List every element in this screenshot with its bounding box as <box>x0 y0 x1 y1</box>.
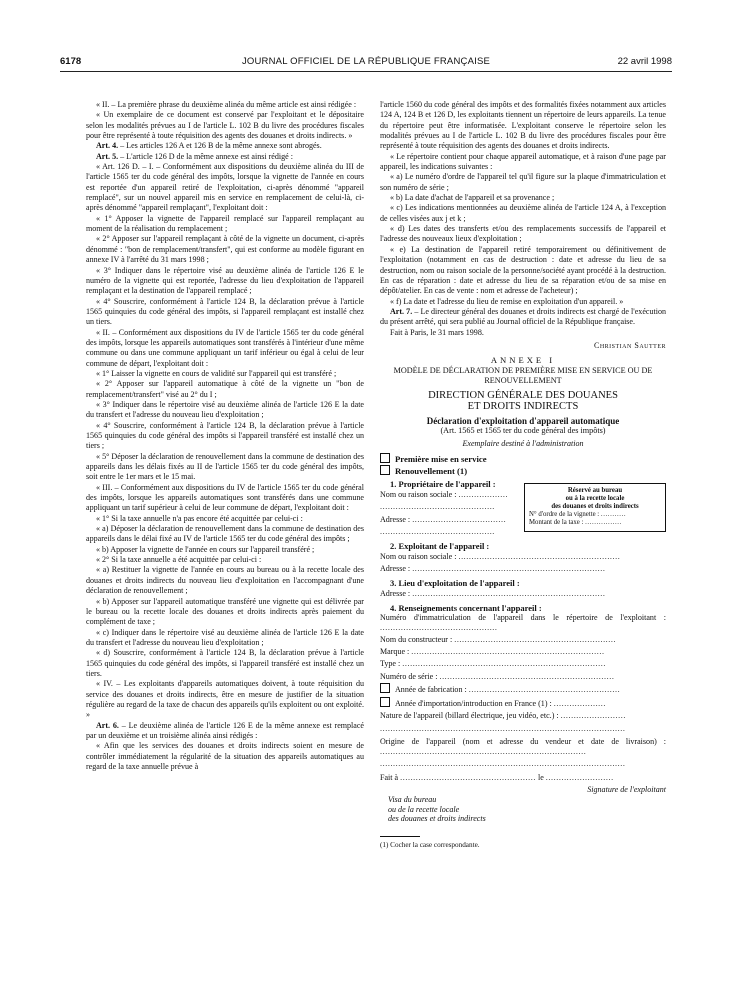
left-paragraph <box>86 162 364 214</box>
right-paragraph <box>380 224 666 245</box>
left-paragraph-text: « II. – La première phrase du deuxième alinéa du même article est ainsi rédigée : <box>96 100 357 109</box>
office-box-line-2: ou à la recette locale <box>565 494 625 502</box>
footnote-rule <box>380 836 420 837</box>
done-at-label: Fait à <box>380 773 399 783</box>
visa-block <box>388 795 666 824</box>
operator-name-label: Nom ou raison sociale : <box>380 551 457 561</box>
section-operator: 2. Exploitant de l'appareil : <box>390 540 490 551</box>
left-paragraph-text: « Un exemplaire de ce document est conservé par l'exploitant et le dépositaire selon les modalités prévues au I de l'article L. 102 B du livre des procédures fiscales pour être représenté à toute réquisition des agents des douanes et droits indirects. » <box>86 110 364 141</box>
left-paragraph-text: « 5° Déposer la déclaration de renouvellement dans la commune de destination des appareils dans les délais fixés au II de l'article 1565 ter du code général des impôts, soit entre le 1er mars et le 15 mai. <box>86 451 364 482</box>
location-address-label: Adresse : <box>380 589 411 599</box>
left-paragraph-text: « Afin que les services des douanes et droits indirects soient en mesure de contrôler immédiatement la régularité de la situation des appareils automatiques au regard de la taxe annuelle prévue à <box>86 741 364 771</box>
journal-title: JOURNAL OFFICIEL DE LA RÉPUBLIQUE FRANÇAISE <box>241 56 491 67</box>
owner-name-field[interactable]: Nom ou raison sociale : ................... <box>380 489 509 499</box>
registration-label: Numéro d'immatriculation de l'appareil dans le répertoire de l'exploitant : <box>380 612 666 622</box>
year-made-label: Année de fabrication : <box>395 685 467 695</box>
left-paragraph-text: « a) Déposer la déclaration de renouvellement dans la commune de destination des appareils dans le délai fixé au IV de l'article 1565 ter du code général des impôts ; <box>86 524 364 544</box>
left-paragraph <box>86 266 364 297</box>
left-paragraph-text: « c) Indiquer dans le répertoire visé au deuxième alinéa de l'article 126 E la date du transfert et l'adresse du nouveau lieu d'exploitation ; <box>86 627 364 647</box>
owner-address-field[interactable]: Adresse : .................................... <box>380 514 507 524</box>
left-paragraph-text: – L'article 126 D de la même annexe est ainsi rédigé : <box>118 151 293 161</box>
footnote: (1) Cocher la case correspondante. <box>380 841 480 850</box>
owner-section: Réservé au bureau ou à la recette locale des douanes et droits indirects N° d'ordre de la vignette : ........... Montant de la taxe : ................ 1. Propriétaire de l'appareil : Nom ou raison sociale : ................... ............................................ Adresse : .................................... ............................................ <box>380 479 666 539</box>
right-paragraph-text: « c) Les indications mentionnées au deuxième alinéa de l'article 124 A, à l'exception de celles visées aux j et k ; <box>380 203 666 223</box>
serial-label: Numéro de série : <box>380 671 438 681</box>
checkbox-renewal[interactable] <box>380 465 390 475</box>
first-service-option[interactable] <box>380 453 666 465</box>
visa-line-2: ou de la recette locale <box>388 804 460 814</box>
origin-field[interactable]: Origine de l'appareil (nom et adresse du vendeur et date de livraison) : ............................................................................... <box>380 736 666 757</box>
left-paragraph <box>86 628 364 649</box>
section-owner: 1. Propriétaire de l'appareil : <box>390 478 496 489</box>
owner-address-label: Adresse : <box>380 514 411 524</box>
section-location: 3. Lieu d'exploitation de l'appareil : <box>390 577 520 588</box>
origin-label: Origine de l'appareil (nom et adresse du vendeur et date de livraison) : <box>380 736 666 746</box>
page-header <box>60 56 672 70</box>
left-paragraph <box>86 741 364 772</box>
constructor-label: Nom du constructeur : <box>380 634 453 644</box>
office-box-line-1: Réservé au bureau <box>567 486 623 494</box>
left-paragraph <box>86 514 364 524</box>
left-paragraph-text: « 2° Apposer sur l'appareil remplaçant à côté de la vignette un document, ci-après dénommé : "bon de remplacement/transfert", qui est conforme au modèle figurant en annexe IV à l'arrêté du 31 mars 1998 ; <box>86 234 364 265</box>
left-paragraph <box>86 452 364 483</box>
left-paragraph <box>86 721 364 742</box>
constructor-field[interactable]: Nom du constructeur : .............................................................. <box>380 634 617 644</box>
page-number: 6178 <box>60 56 82 67</box>
serial-field[interactable]: Numéro de série : ................................................................... <box>380 671 615 681</box>
right-paragraph-text: « e) La destination de l'appareil retiré temporairement ou définitivement de l'exploitation (notamment en cas de destruction : date et adresse du lieu de sa destruction, nom ou raison sociale de la personne/société ayant procédé à la destruction. En cas de réparation : date et adresse du lieu de sa réparation et/ou de sa mise en dépôt/atelier. En cas de vente : nom et adresse de l'acheteur) ; <box>380 244 666 296</box>
place-date-field[interactable]: Fait à .................................................... le .......................... <box>380 773 614 783</box>
article-number: Art. 7. <box>390 306 413 316</box>
right-paragraph <box>380 100 666 152</box>
right-paragraph-text: l'article 1560 du code général des impôts et des formalités fixées notamment aux articles 124 A, 124 B et 126 D, les exploitants tiennent un répertoire de leurs appareils. La tenue du répertoire peut être informatisée. L'exploitant conserve le répertoire selon les modalités prévues au I de l'article L. 102 B du livre des procédures fiscales pour être représenté à toute réquisition des agents des douanes et droits indirects. <box>380 100 666 151</box>
renewal-label: Renouvellement (1) <box>395 465 468 476</box>
left-paragraph <box>86 483 364 514</box>
left-paragraph-text: « 1° Si la taxe annuelle n'a pas encore été acquittée par celui-ci : <box>96 513 303 523</box>
registration-field[interactable]: Numéro d'immatriculation de l'appareil dans le répertoire de l'exploitant : ............................................. <box>380 612 666 633</box>
vignette-number-label: N° d'ordre de la vignette : <box>529 511 600 519</box>
article-number: Art. 4. <box>96 141 119 151</box>
type-label: Type : <box>380 659 401 669</box>
office-box-line-3: des douanes et droits indirects <box>551 503 639 511</box>
left-paragraph <box>86 328 364 369</box>
left-paragraph <box>86 369 364 379</box>
visa-line-1: Visa du bureau <box>388 794 437 804</box>
left-paragraph <box>86 100 364 110</box>
type-field[interactable]: Type : .............................................................................. <box>380 659 606 669</box>
left-paragraph-text: « 1° Apposer la vignette de l'appareil remplacé sur l'appareil remplaçant au moment de la réalisation du remplacement ; <box>86 213 364 234</box>
declaration-title: Déclaration d'exploitation d'appareil automatique <box>426 415 620 426</box>
left-paragraph-text: « 2° Si la taxe annuelle a été acquittée par celui-ci : <box>96 555 262 565</box>
direction-line-1: DIRECTION GÉNÉRALE DES DOUANES <box>428 389 618 401</box>
left-paragraph <box>86 421 364 452</box>
year-made-field[interactable]: Année de fabrication : .......................................................... <box>380 683 666 696</box>
tax-amount-label: Montant de la taxe : <box>529 519 584 527</box>
nature-field[interactable]: Nature de l'appareil (billard électrique, jeu vidéo, etc.) : ......................... <box>380 711 626 721</box>
left-paragraph-text: – Les articles 126 A et 126 B de la même annexe sont abrogés. <box>118 141 322 151</box>
left-paragraph-text: « IV. – Les exploitants d'appareils automatiques doivent, à toute réquisition du service des douanes et droits indirects, être en mesure de justifier de la situation régulière au regard de la taxe de chacun des appareils qu'ils exploitent ou ont exploité. » <box>86 679 364 720</box>
operator-address-field[interactable]: Adresse : .......................................................................... <box>380 564 606 574</box>
declaration-subtitle: (Art. 1565 et 1565 ter du code général des impôts) <box>440 425 606 435</box>
nature-label: Nature de l'appareil (billard électrique, jeu vidéo, etc.) : <box>380 711 559 721</box>
left-paragraph-text: « b) Apposer sur l'appareil automatique transféré une vignette qui est délivrée par le bureau ou la recette locale des douanes et droits indirects après paiement du complément de taxe ; <box>86 596 364 627</box>
right-paragraph <box>380 203 666 224</box>
right-paragraph-text: – Le directeur général des douanes et droits indirects est chargé de l'exécution du présent arrêté, qui sera publié au Journal officiel de la République française. <box>380 306 667 327</box>
year-import-label: Année d'importation/introduction en France (1) : <box>395 698 552 708</box>
left-paragraph <box>86 214 364 235</box>
annex-title: ANNEXE I <box>490 355 556 366</box>
right-paragraph-text: « f) La date et l'adresse du lieu de remise en exploitation d'un appareil. » <box>390 296 624 306</box>
right-paragraph <box>380 172 666 193</box>
left-paragraph-text: « 4° Souscrire, conformément à l'article 124 B, la déclaration prévue à l'article 1565 quinquies du code général des impôts, si l'appareil remplaçant est installé chez un tiers. <box>86 296 364 327</box>
brand-label: Marque : <box>380 647 410 657</box>
left-paragraph-text: « 2° Apposer sur l'appareil automatique à côté de la vignette un "bon de remplacement/transfert" visé au 2° du I ; <box>86 379 364 399</box>
on-label: le <box>537 773 544 783</box>
right-paragraph-text: « b) La date d'achat de l'appareil et sa provenance ; <box>390 193 555 203</box>
brand-field[interactable]: Marque : .......................................................................... <box>380 647 605 657</box>
left-paragraph <box>86 565 364 596</box>
left-paragraph-text: « II. – Conformément aux dispositions du IV de l'article 1565 ter du code général des impôts, lorsque les appareils automatiques sont transférés à l'intérieur d'une même commune ou dans une commune appliquant un tarif inférieur ou égal à celui de leur commune de départ, l'exploitant doit : <box>86 327 364 368</box>
section-device-info: 4. Renseignements concernant l'appareil : <box>390 602 542 613</box>
owner-name-label: Nom ou raison sociale : <box>380 489 457 499</box>
left-paragraph-text: « a) Restituer la vignette de l'année en cours au bureau ou à la recette locale des douanes et droits indirects du nouveau lieu d'exploitation en l'accompagnant d'une déclaration de renouvellement ; <box>86 565 364 596</box>
location-address-field[interactable]: Adresse : .......................................................................... <box>380 589 606 599</box>
left-paragraph-text: « 1° Laisser la vignette en cours de validité sur l'appareil qui est transféré ; <box>96 368 337 378</box>
right-paragraph <box>380 328 666 338</box>
left-paragraph-text: – Le deuxième alinéa de l'article 126 E de la même annexe est remplacé par un deuxième et un troisième alinéa ainsi rédigés : <box>86 720 364 740</box>
left-paragraph <box>86 524 364 545</box>
left-paragraph-text: « b) Apposer la vignette de l'année en cours sur l'appareil transféré ; <box>96 544 315 554</box>
left-paragraph <box>86 648 364 679</box>
left-paragraph <box>86 400 364 421</box>
right-column: l'article 1560 du code général des impôts et des formalités fixées notamment aux articles 124 A, 124 B et 126 D, les exploitants tiennent un répertoire de leurs appareils. La tenue du répertoire peut être informatisée. L'exploitant conserve le répertoire selon les modalités prévues au I de l'article L. 102 B du livre des procédures fiscales pour être représenté à toute réquisition des agents des douanes et droits indirects. « Le répertoire contient pour chaque appareil automatique, et à raison d'une page par appareil, les indications suivantes : « a) Le numéro d'ordre de l'appareil tel qu'il figure sur la plaque d'immatriculation et son numéro de série ; « b) La date d'achat de l'appareil et sa provenance ; « c) Les indications mentionnées au deuxième alinéa de l'article 124 A, à l'exception de celles visées aux j et k ; « d) Les dates des transferts et/ou des remplacements successifs de l'appareil et l'adresse des nouveaux lieux d'exploitation ; « e) La destination de l'appareil retiré temporairement ou définitivement de l'exploitation (notamment en cas de destruction : date et adresse du lieu de sa destruction, nom ou raison sociale de la personne/société ayant procédé à la destruction. En cas de réparation : date et adresse du lieu de sa réparation et/ou de sa mise en dépôt/atelier. En cas de vente : nom et adresse de l'acheteur) ; « f) La date et l'adresse du lieu de remise en exploitation d'un appareil. » Art. 7. – Le directeur général des douanes et droits indirects est chargé de l'exécution du présent arrêté, qui sera publié au Journal officiel de la République française. Fait à Paris, le 31 mars 1998. Christian Sautter ANNEXE I MODÈLE DE DÉCLARATION DE PREMIÈRE MISE EN SERVICE OU DE RENOUVELLEMENT DIRECTION GÉNÉRALE DES DOUANES ET DROITS INDIRECTS Déclaration d'exploitation d'appareil automatique (Art. 1565 et 1565 ter du code général des impôts) Exemplaire destiné à l'administration Première mise en service Renouvellement (1) Réservé au bureau ou à la recette locale des douanes et droits indirects N° d'ordre de la vignette : ........... Montant de la taxe : ................ 1. Propriétaire de l'appareil : Nom ou raison sociale : ................... ............................................ Adresse : .................................... ............................................ 2. Exploitant de l'appareil : Nom ou raison sociale : .............................................................. Adresse : .......................................................................... 3. Lieu d'exploitation de l'appareil : Adresse : .......................................................................... 4. Renseignements concernant l'appareil : Numéro d'immatriculation de l'appareil dans le répertoire de l'exploitant : ............................................. Nom du constructeur : .............................................................. Marque : .......................................................................... Type : .............................................................................. Numéro de série : ................................................................... Année de fabrication : .......................................................... Année d'importation/introduction en France (1) : .................... Nature de l'appareil (billard électrique, jeu vidéo, etc.) : ......................... .............................................................................................. Origine de l'appareil (nom et adresse du vendeur et date de livraison) : ............................................................................... .............................................................................................. Fait à .................................................... le .......................... Signature de l'exploitant Visa du bureau ou de la recette locale des douanes et droits indirects (1) Cocher la case correspondante. <box>380 100 667 850</box>
left-paragraph <box>86 555 364 565</box>
header-rule <box>60 71 672 72</box>
article-number: Art. 5. <box>96 151 119 161</box>
right-paragraph <box>380 245 666 297</box>
left-column <box>86 100 364 772</box>
checkbox-first-service[interactable] <box>380 453 390 463</box>
right-paragraph <box>380 307 666 328</box>
left-paragraph-text: « Art. 126 D. – I. – Conformément aux dispositions du deuxième alinéa du III de l'article 1565 ter du code général des impôts, lorsque la vignette de l'année en cours est reportée d'un appareil retiré de l'exploitation, ci-après dénommé "appareil remplacé", sur un nouvel appareil mis en service en remplacement de celui-là, ci-après dénommé "appareil remplaçant", l'exploitant doit : <box>86 162 364 213</box>
right-paragraph-text: « Le répertoire contient pour chaque appareil automatique, et à raison d'une page par appareil, les indications suivantes : <box>380 151 666 172</box>
checkbox-year-made[interactable] <box>380 683 390 693</box>
right-paragraph-text: Fait à Paris, le 31 mars 1998. <box>390 327 484 337</box>
year-import-field[interactable]: Année d'importation/introduction en France (1) : .................... <box>380 697 666 710</box>
copy-for-label: Exemplaire destiné à l'administration <box>462 439 584 449</box>
left-paragraph-text: « 3° Indiquer dans le répertoire visé au deuxième alinéa de l'article 126 E le numéro de la vignette qui est reportée, l'adresse du lieu d'exploitation de l'appareil remplaçant et la destination de l'appareil remplacé ; <box>86 265 364 296</box>
left-paragraph-text: « d) Souscrire, conformément à l'article 124 B, la déclaration prévue à l'article 1565 quinquies du code général des impôts, si l'appareil transféré est installé chez un tiers. <box>86 648 364 678</box>
left-paragraph <box>86 545 364 555</box>
right-paragraph <box>380 193 666 203</box>
right-paragraph <box>380 152 666 173</box>
model-title: MODÈLE DE DÉCLARATION DE PREMIÈRE MISE EN SERVICE OU DE RENOUVELLEMENT <box>393 365 653 385</box>
office-use-box: Réservé au bureau ou à la recette locale des douanes et droits indirects N° d'ordre de la vignette : ........... Montant de la taxe : ................ <box>524 483 666 532</box>
left-paragraph <box>86 597 364 628</box>
checkbox-year-import[interactable] <box>380 697 390 707</box>
left-paragraph <box>86 379 364 400</box>
signature-label: Signature de l'exploitant <box>587 784 666 794</box>
left-paragraph-text: « 4° Souscrire, conformément à l'article 124 B, la déclaration prévue à l'article 1565 quinquies du code général des impôts si l'appareil transféré est installé chez un tiers ; <box>86 420 364 451</box>
left-paragraph-text: « 3° Indiquer dans le répertoire visé au deuxième alinéa de l'article 126 E la date du transfert et l'adresse du nouveau lieu d'exploitation ; <box>86 399 364 420</box>
right-paragraph <box>380 297 666 307</box>
operator-name-field[interactable]: Nom ou raison sociale : .............................................................. <box>380 551 621 561</box>
left-paragraph <box>86 110 364 141</box>
renewal-option[interactable] <box>380 465 666 477</box>
right-paragraph-text: « d) Les dates des transferts et/ou des remplacements successifs de l'appareil et l'adresse des nouveaux lieux d'exploitation ; <box>380 224 666 244</box>
left-paragraph <box>86 152 364 162</box>
left-paragraph <box>86 141 364 151</box>
right-paragraphs <box>380 100 666 338</box>
direction-title <box>380 390 666 413</box>
direction-line-2: ET DROITS INDIRECTS <box>467 401 579 413</box>
signatory: Christian Sautter <box>593 340 666 350</box>
operator-address-label: Adresse : <box>380 564 411 574</box>
left-paragraph <box>86 234 364 265</box>
first-service-label: Première mise en service <box>395 453 487 464</box>
article-number: Art. 6. <box>96 720 119 730</box>
visa-line-3: des douanes et droits indirects <box>388 814 486 824</box>
left-paragraph <box>86 297 364 328</box>
left-paragraph <box>86 679 364 720</box>
issue-date: 22 avril 1998 <box>617 56 672 67</box>
left-paragraph-text: « III. – Conformément aux dispositions du IV de l'article 1565 ter du code général des impôts, lorsque les appareils automatiques sont transférés dans une commune appliquant un tarif supérieur à celui de leur commune de départ, l'exploitant doit : <box>86 482 364 513</box>
right-paragraph-text: « a) Le numéro d'ordre de l'appareil tel qu'il figure sur la plaque d'immatriculation et son numéro de série ; <box>380 172 666 192</box>
